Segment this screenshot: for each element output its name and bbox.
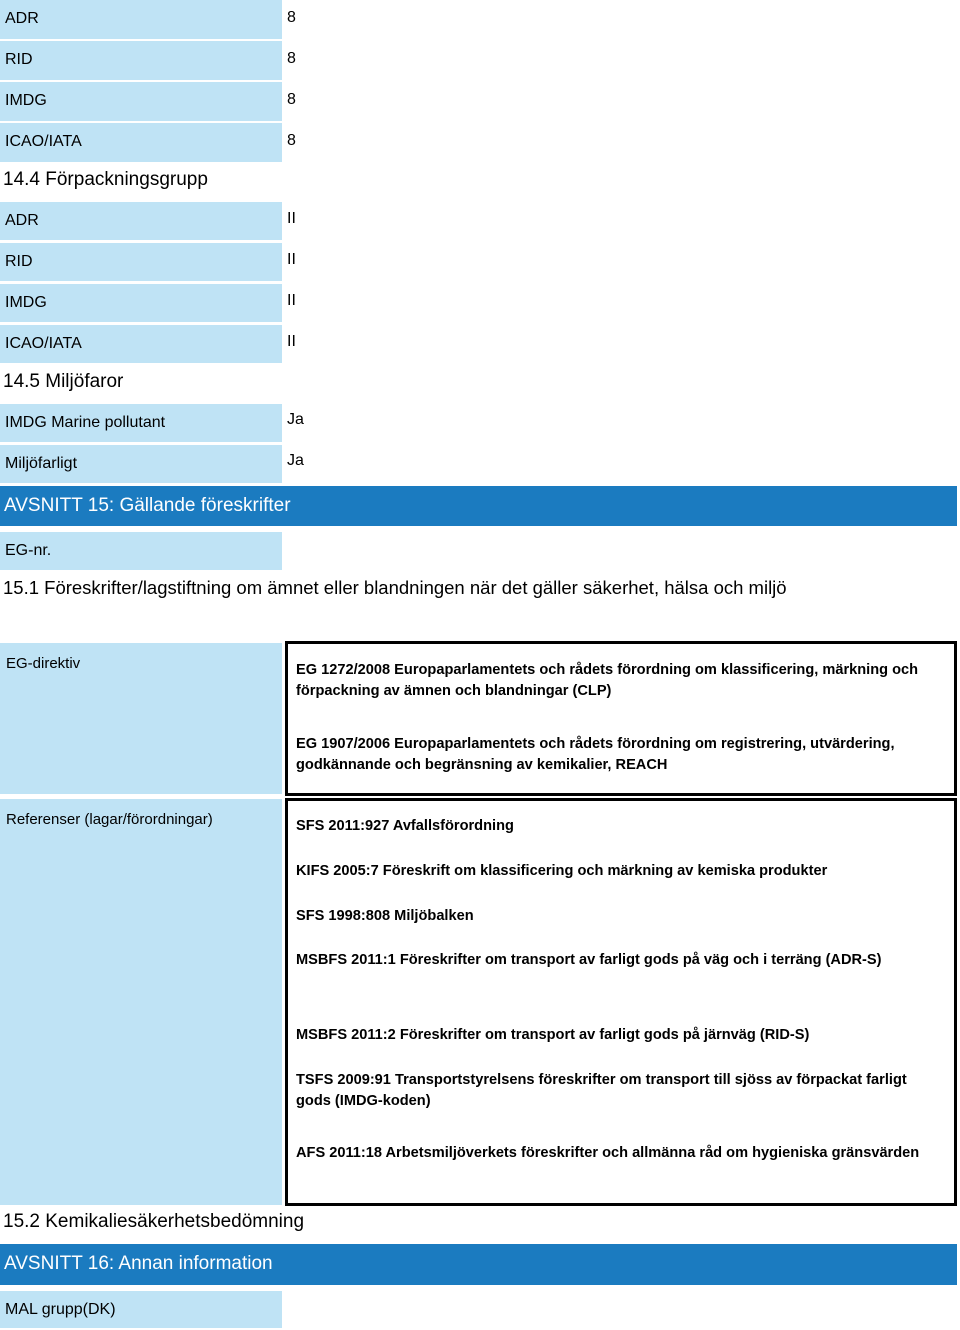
ref-afs-2011-18: AFS 2011:18 Arbetsmiljöverkets föreskrifter och allmänna råd om hygieniska gränsvärden <box>296 1145 920 1161</box>
ref-tsfs-2009-91: TSFS 2009:91 Transportstyrelsens föreskrifter om transport till sjöss av förpackat farligt gods (IMDG-koden) <box>296 1072 907 1109</box>
heading-environment: 14.5 Miljöfaror <box>3 371 124 392</box>
value-icao-class: 8 <box>287 132 296 149</box>
eg-directive-box <box>285 641 957 796</box>
value-imdg-pg: II <box>287 292 296 309</box>
label-eg-direktiv: EG-direktiv <box>0 643 282 794</box>
label-adr-pg: ADR <box>0 202 282 240</box>
label-rid-pg: RID <box>0 243 282 281</box>
label-icao-class: ICAO/IATA <box>0 123 282 162</box>
value-adr-pg: II <box>287 210 296 227</box>
label-references: Referenser (lagar/förordningar) <box>0 799 282 1205</box>
value-rid-pg: II <box>287 251 296 268</box>
value-rid-class: 8 <box>287 50 296 67</box>
eg-item-reach: EG 1907/2006 Europaparlamentets och rådets förordning om registrering, utvärdering, godkännande och begränsning av kemikalier, REACH <box>296 736 895 773</box>
references-box <box>285 798 957 1206</box>
value-marine-pollutant: Ja <box>287 411 304 428</box>
value-imdg-class: 8 <box>287 91 296 108</box>
heading-packing-group: 14.4 Förpackningsgrupp <box>3 169 208 190</box>
label-rid-class: RID <box>0 41 282 80</box>
label-miljofarligt: Miljöfarligt <box>0 445 282 483</box>
ref-sfs-1998-808: SFS 1998:808 Miljöbalken <box>296 908 474 924</box>
label-mal-grupp: MAL grupp(DK) <box>0 1291 282 1328</box>
label-icao-pg: ICAO/IATA <box>0 325 282 363</box>
label-imdg-pg: IMDG <box>0 284 282 322</box>
ref-msbfs-2011-1: MSBFS 2011:1 Föreskrifter om transport av farligt gods på väg och i terräng (ADR-S) <box>296 952 882 968</box>
label-adr-class: ADR <box>0 0 282 39</box>
value-icao-pg: II <box>287 333 296 350</box>
label-marine-pollutant: IMDG Marine pollutant <box>0 404 282 442</box>
label-imdg-class: IMDG <box>0 82 282 121</box>
eg-item-clp: EG 1272/2008 Europaparlamentets och rådets förordning om klassificering, märkning och förpackning av ämnen och blandningar (CLP) <box>296 662 919 699</box>
section-15-bar: AVSNITT 15: Gällande föreskrifter <box>0 486 957 526</box>
ref-msbfs-2011-2: MSBFS 2011:2 Föreskrifter om transport av farligt gods på järnväg (RID-S) <box>296 1027 810 1043</box>
heading-15-2: 15.2 Kemikaliesäkerhetsbedömning <box>3 1211 305 1232</box>
value-miljofarligt: Ja <box>287 452 304 469</box>
value-adr-class: 8 <box>287 9 296 26</box>
heading-15-1: 15.1 Föreskrifter/lagstiftning om ämnet eller blandningen när det gäller säkerhet, hälsa och miljö <box>3 577 787 598</box>
ref-kifs-2005-7: KIFS 2005:7 Föreskrift om klassificering och märkning av kemiska produkter <box>296 863 828 879</box>
ref-sfs-2011-927: SFS 2011:927 Avfallsförordning <box>296 818 514 834</box>
section-16-bar: AVSNITT 16: Annan information <box>0 1244 957 1285</box>
label-eg-nr: EG-nr. <box>0 532 282 570</box>
